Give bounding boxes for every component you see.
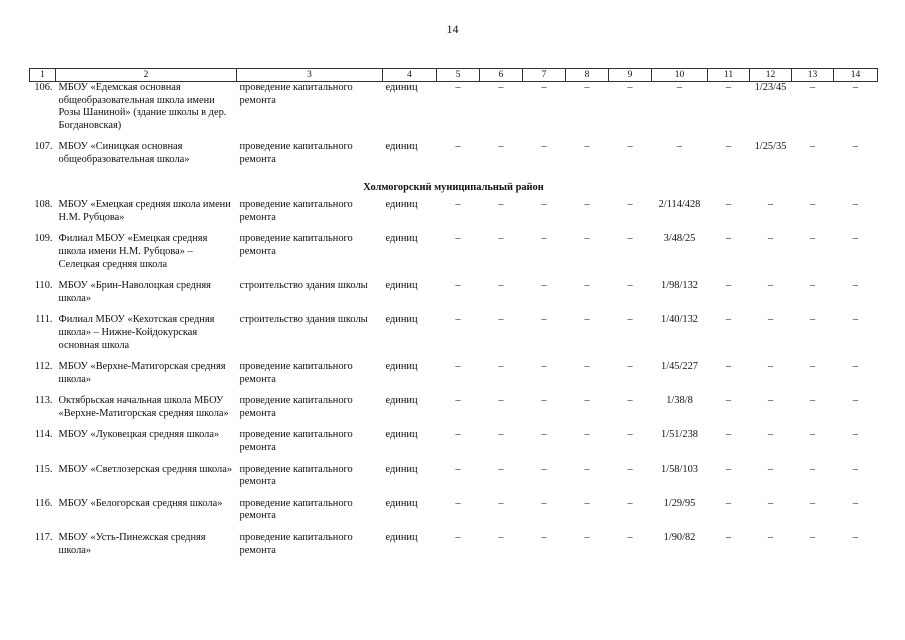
row-number: 110. <box>34 280 53 292</box>
value-cell-c11: – <box>725 314 732 326</box>
unit-of-measure: единиц <box>385 233 418 245</box>
value-cell-c5: – <box>455 532 461 544</box>
header-cell: 2 <box>56 69 237 82</box>
value-cell-c14: – <box>852 82 859 93</box>
value-cell-c8: – <box>584 395 590 407</box>
value-cell-c9: – <box>627 497 633 509</box>
table-row <box>30 141 878 175</box>
value-cell-c6: – <box>498 429 504 441</box>
unit-of-measure: единиц <box>385 199 418 211</box>
table-row <box>30 532 878 566</box>
value-cell-c10: 1/51/238 <box>661 429 698 441</box>
value-cell-c5: – <box>455 395 461 407</box>
value-cell-c5: – <box>455 361 461 373</box>
value-cell-c14: – <box>852 463 859 475</box>
institution-name: МБОУ «Синицкая основная общеобразовательная школа» <box>58 141 190 165</box>
value-cell-c8: – <box>584 463 590 475</box>
unit-of-measure: единиц <box>385 141 418 153</box>
value-cell-c10: 1/29/95 <box>663 497 696 509</box>
unit-of-measure: единиц <box>385 463 418 475</box>
value-cell-c9: – <box>627 463 633 475</box>
value-cell-c12: – <box>767 314 774 326</box>
row-number: 114. <box>34 429 53 441</box>
value-cell-c14: – <box>852 233 859 245</box>
value-cell-c13: – <box>809 233 816 245</box>
institution-name: Октябрьская начальная школа МБОУ «Верхне-Матигорская средняя школа» <box>58 395 229 419</box>
row-number: 115. <box>34 463 53 475</box>
header-cell: 8 <box>566 69 609 82</box>
header-cell: 11 <box>708 69 750 82</box>
value-cell-c10: 1/38/8 <box>666 395 693 407</box>
table-row <box>30 82 878 142</box>
value-cell-c5: – <box>455 141 461 153</box>
value-cell-c6: – <box>498 233 504 245</box>
work-type: проведение капитального ремонта <box>239 463 353 488</box>
value-cell-c14: – <box>852 361 859 373</box>
value-cell-c6: – <box>498 199 504 211</box>
value-cell-c11: – <box>725 361 732 373</box>
table-row <box>30 280 878 314</box>
value-cell-c6: – <box>498 141 504 153</box>
value-cell-c8: – <box>584 314 590 326</box>
value-cell-c7: – <box>541 463 547 475</box>
value-cell-c13: – <box>809 141 816 153</box>
value-cell-c12: – <box>767 395 774 407</box>
row-number: 107. <box>34 141 53 153</box>
institution-name: МБОУ «Емецкая средняя школа имени Н.М. Рубцова» <box>58 199 231 223</box>
value-cell-c8: – <box>584 233 590 245</box>
header-cell: 4 <box>383 69 437 82</box>
value-cell-c11: – <box>725 429 732 441</box>
value-cell-c6: – <box>498 314 504 326</box>
value-cell-c6: – <box>498 280 504 292</box>
table-row <box>30 498 878 532</box>
value-cell-c14: – <box>852 314 859 326</box>
value-cell-c13: – <box>809 395 816 407</box>
work-type: проведение капитального ремонта <box>239 497 353 522</box>
value-cell-c5: – <box>455 314 461 326</box>
value-cell-c12: – <box>767 463 774 475</box>
header-cell: 7 <box>523 69 566 82</box>
value-cell-c7: – <box>541 233 547 245</box>
work-type: проведение капитального ремонта <box>239 395 353 419</box>
section-title: Холмогорский муниципальный район <box>363 181 544 193</box>
value-cell-c5: – <box>455 82 461 93</box>
value-cell-c5: – <box>455 199 461 211</box>
value-cell-c6: – <box>498 532 504 544</box>
work-type: проведение капитального ремонта <box>239 429 353 454</box>
value-cell-c6: – <box>498 463 504 475</box>
header-cell: 5 <box>437 69 480 82</box>
institution-name: Филиал МБОУ «Кехотская средняя школа» – Нижне-Койдокурская основная школа <box>58 314 215 351</box>
value-cell-c14: – <box>852 532 859 544</box>
value-cell-c10: 1/98/132 <box>661 280 698 292</box>
row-number: 108. <box>34 199 53 211</box>
value-cell-c13: – <box>809 497 816 509</box>
unit-of-measure: единиц <box>385 395 418 407</box>
section-row <box>30 176 878 200</box>
table-row <box>30 395 878 429</box>
header-cell: 14 <box>834 69 878 82</box>
value-cell-c13: – <box>809 532 816 544</box>
value-cell-c10: 1/90/82 <box>663 532 696 544</box>
table-row <box>30 429 878 463</box>
value-cell-c8: – <box>584 82 590 93</box>
value-cell-c7: – <box>541 395 547 407</box>
value-cell-c12: – <box>767 361 774 373</box>
value-cell-c5: – <box>455 463 461 475</box>
row-number: 117. <box>34 532 53 544</box>
table-row <box>30 314 878 361</box>
value-cell-c12: 1/25/35 <box>754 141 787 153</box>
institution-name: МБОУ «Белогорская средняя школа» <box>58 497 223 509</box>
header-cell: 6 <box>480 69 523 82</box>
unit-of-measure: единиц <box>385 314 418 326</box>
value-cell-c6: – <box>498 82 504 93</box>
header-cell: 13 <box>792 69 834 82</box>
value-cell-c10: 2/114/428 <box>658 199 701 211</box>
value-cell-c5: – <box>455 280 461 292</box>
value-cell-c13: – <box>809 280 816 292</box>
value-cell-c8: – <box>584 497 590 509</box>
work-type: проведение капитального ремонта <box>239 82 353 106</box>
value-cell-c14: – <box>852 395 859 407</box>
unit-of-measure: единиц <box>385 361 418 373</box>
value-cell-c10: 1/58/103 <box>661 463 698 475</box>
header-cell: 12 <box>750 69 792 82</box>
value-cell-c12: – <box>767 532 774 544</box>
value-cell-c9: – <box>627 361 633 373</box>
value-cell-c10: 1/40/132 <box>661 314 698 326</box>
value-cell-c14: – <box>852 199 859 211</box>
value-cell-c12: – <box>767 429 774 441</box>
value-cell-c9: – <box>627 314 633 326</box>
institution-name: МБОУ «Усть-Пинежская средняя школа» <box>58 532 206 556</box>
value-cell-c11: – <box>725 233 732 245</box>
value-cell-c8: – <box>584 429 590 441</box>
value-cell-c9: – <box>627 280 633 292</box>
value-cell-c7: – <box>541 141 547 153</box>
row-number: 111. <box>35 314 53 326</box>
value-cell-c13: – <box>809 199 816 211</box>
work-type: проведение капитального ремонта <box>239 199 353 223</box>
value-cell-c10: 1/45/227 <box>661 361 698 373</box>
table-row <box>30 464 878 498</box>
value-cell-c7: – <box>541 314 547 326</box>
value-cell-c13: – <box>809 429 816 441</box>
value-cell-c7: – <box>541 532 547 544</box>
value-cell-c6: – <box>498 395 504 407</box>
value-cell-c9: – <box>627 199 633 211</box>
value-cell-c8: – <box>584 199 590 211</box>
work-type: проведение капитального ремонта <box>239 532 353 556</box>
work-type: строительство здания школы <box>239 314 368 326</box>
unit-of-measure: единиц <box>385 532 418 544</box>
institution-name: МБОУ «Светлозерская средняя школа» <box>58 463 233 475</box>
table-row <box>30 361 878 395</box>
work-type: проведение капитального ремонта <box>239 361 353 385</box>
value-cell-c13: – <box>809 361 816 373</box>
header-cell: 1 <box>30 69 56 82</box>
value-cell-c11: – <box>725 463 732 475</box>
unit-of-measure: единиц <box>385 497 418 509</box>
row-number: 113. <box>34 395 53 407</box>
value-cell-c12: – <box>767 233 774 245</box>
value-cell-c9: – <box>627 82 633 93</box>
value-cell-c7: – <box>541 199 547 211</box>
value-cell-c7: – <box>541 497 547 509</box>
value-cell-c14: – <box>852 141 859 153</box>
value-cell-c12: – <box>767 199 774 211</box>
program-table <box>29 68 878 566</box>
value-cell-c11: – <box>725 532 732 544</box>
table-body <box>30 69 878 567</box>
unit-of-measure: единиц <box>385 280 418 292</box>
value-cell-c11: – <box>725 280 732 292</box>
value-cell-c9: – <box>627 532 633 544</box>
value-cell-c8: – <box>584 280 590 292</box>
institution-name: Филиал МБОУ «Емецкая средняя школа имени Н.М. Рубцова» – Селецкая средняя школа <box>58 233 208 270</box>
value-cell-c7: – <box>541 429 547 441</box>
institution-name: МБОУ «Верхне-Матигорская средняя школа» <box>58 361 226 385</box>
institution-name: МБОУ «Брин-Наволоцкая средняя школа» <box>58 280 211 304</box>
value-cell-c14: – <box>852 280 859 292</box>
value-cell-c5: – <box>455 497 461 509</box>
work-type: проведение капитального ремонта <box>239 233 353 257</box>
value-cell-c14: – <box>852 497 859 509</box>
value-cell-c11: – <box>725 199 732 211</box>
value-cell-c8: – <box>584 532 590 544</box>
value-cell-c11: – <box>725 497 732 509</box>
value-cell-c8: – <box>584 141 590 153</box>
table-row <box>30 199 878 233</box>
work-type: строительство здания школы <box>239 280 368 292</box>
value-cell-c9: – <box>627 429 633 441</box>
header-cell: 10 <box>652 69 708 82</box>
value-cell-c11: – <box>725 82 732 93</box>
row-number: 116. <box>34 497 53 509</box>
header-cell: 3 <box>237 69 383 82</box>
value-cell-c13: – <box>809 314 816 326</box>
value-cell-c12: – <box>767 497 774 509</box>
work-type: проведение капитального ремонта <box>239 141 353 165</box>
value-cell-c13: – <box>809 463 816 475</box>
page-number: 14 <box>446 22 459 36</box>
value-cell-c5: – <box>455 233 461 245</box>
value-cell-c7: – <box>541 361 547 373</box>
row-number: 112. <box>34 361 53 373</box>
value-cell-c9: – <box>627 233 633 245</box>
value-cell-c11: – <box>725 141 732 153</box>
value-cell-c12: – <box>767 280 774 292</box>
value-cell-c9: – <box>627 395 633 407</box>
row-number: 106. <box>34 82 53 93</box>
value-cell-c11: – <box>725 395 732 407</box>
institution-name: МБОУ «Едемская основная общеобразовательная школа имени Розы Шаниной» (здание школы в дер. Богдановская) <box>58 82 227 131</box>
value-cell-c10: – <box>676 141 683 153</box>
value-cell-c7: – <box>541 280 547 292</box>
value-cell-c10: – <box>676 82 683 93</box>
value-cell-c6: – <box>498 497 504 509</box>
unit-of-measure: единиц <box>385 82 418 93</box>
value-cell-c9: – <box>627 141 633 153</box>
unit-of-measure: единиц <box>385 429 418 441</box>
value-cell-c6: – <box>498 361 504 373</box>
table-row <box>30 233 878 280</box>
institution-name: МБОУ «Луковецкая средняя школа» <box>58 429 220 441</box>
row-number: 109. <box>34 233 53 245</box>
value-cell-c7: – <box>541 82 547 93</box>
header-cell: 9 <box>609 69 652 82</box>
value-cell-c8: – <box>584 361 590 373</box>
value-cell-c14: – <box>852 429 859 441</box>
value-cell-c12: 1/23/45 <box>754 82 787 93</box>
value-cell-c10: 3/48/25 <box>663 233 696 245</box>
value-cell-c5: – <box>455 429 461 441</box>
column-number-header <box>30 69 878 82</box>
value-cell-c13: – <box>809 82 816 93</box>
